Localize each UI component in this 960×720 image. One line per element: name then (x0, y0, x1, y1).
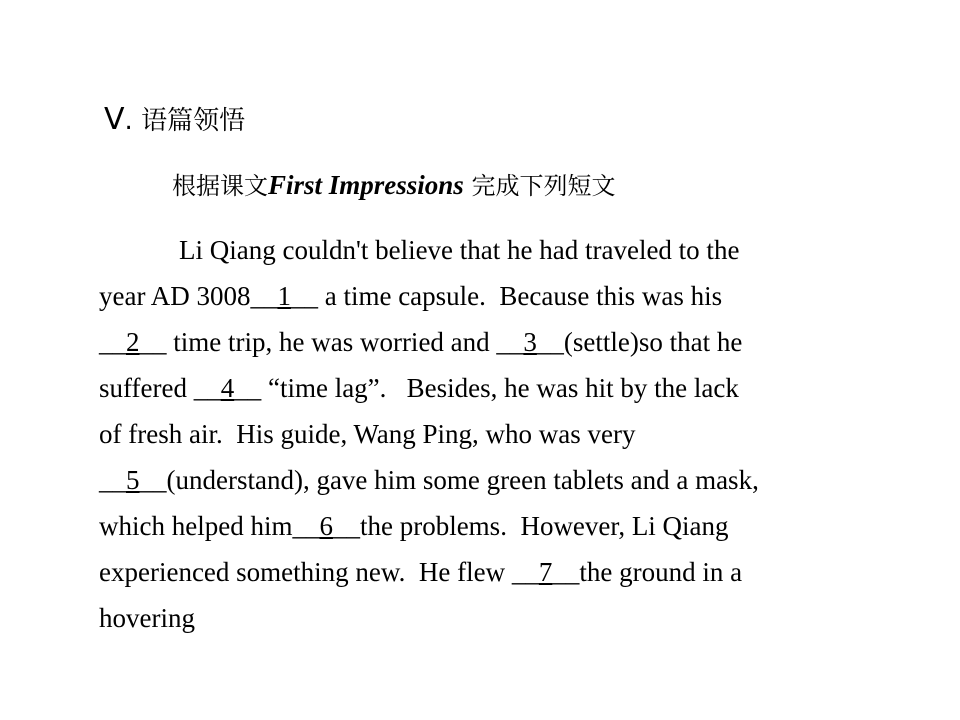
blank-number: 1 (277, 281, 291, 311)
passage-text: year AD 3008__ (99, 281, 278, 311)
passage-line (99, 595, 899, 641)
exercise-instruction (172, 163, 615, 208)
passage-text: experienced something new. He flew __ (99, 557, 539, 587)
passage-line (99, 503, 899, 549)
passage-text: __the ground in a (552, 557, 743, 587)
section-separator: . (124, 106, 142, 136)
passage-text: __(settle)so that he (536, 327, 743, 357)
cloze-passage (99, 227, 899, 641)
passage-line (99, 227, 899, 273)
passage-text: of fresh air. His guide, Wang Ping, who was very (99, 419, 636, 449)
passage-text: __the problems. However, Li Qiang (332, 511, 729, 541)
passage-line (99, 273, 899, 319)
passage-text: __ “time lag”. Besides, he was hit by the lack (234, 373, 739, 403)
section-numeral: Ⅴ (104, 103, 125, 136)
passage-text: __ a time capsule. Because this was his (290, 281, 723, 311)
passage-line (99, 549, 899, 595)
blank-number: 5 (126, 465, 140, 495)
passage-text: which helped him__ (99, 511, 320, 541)
blank-number: 2 (126, 327, 140, 357)
section-heading (104, 100, 245, 141)
passage-text: hovering (99, 603, 195, 633)
passage-text: __ (99, 327, 126, 357)
passage-line (99, 319, 899, 365)
passage-text: Li Qiang couldn't believe that he had traveled to the (179, 235, 740, 265)
passage-line (99, 457, 899, 503)
text-title: First Impressions (268, 170, 464, 200)
passage-line (99, 411, 899, 457)
passage-text: __ time trip, he was worried and __ (139, 327, 524, 357)
passage-text: suffered __ (99, 373, 221, 403)
blank-number: 3 (523, 327, 537, 357)
instruction-suffix: 完成下列短文 (463, 172, 616, 200)
blank-number: 7 (538, 557, 553, 587)
passage-text: __(understand), gave him some green tablets and a mask, (139, 465, 759, 495)
passage-text: __ (99, 465, 126, 495)
passage-line (99, 365, 899, 411)
blank-number: 4 (220, 373, 235, 403)
section-title-text: 语篇领悟 (141, 106, 246, 136)
instruction-prefix: 根据课文 (172, 172, 268, 200)
blank-number: 6 (319, 511, 333, 541)
